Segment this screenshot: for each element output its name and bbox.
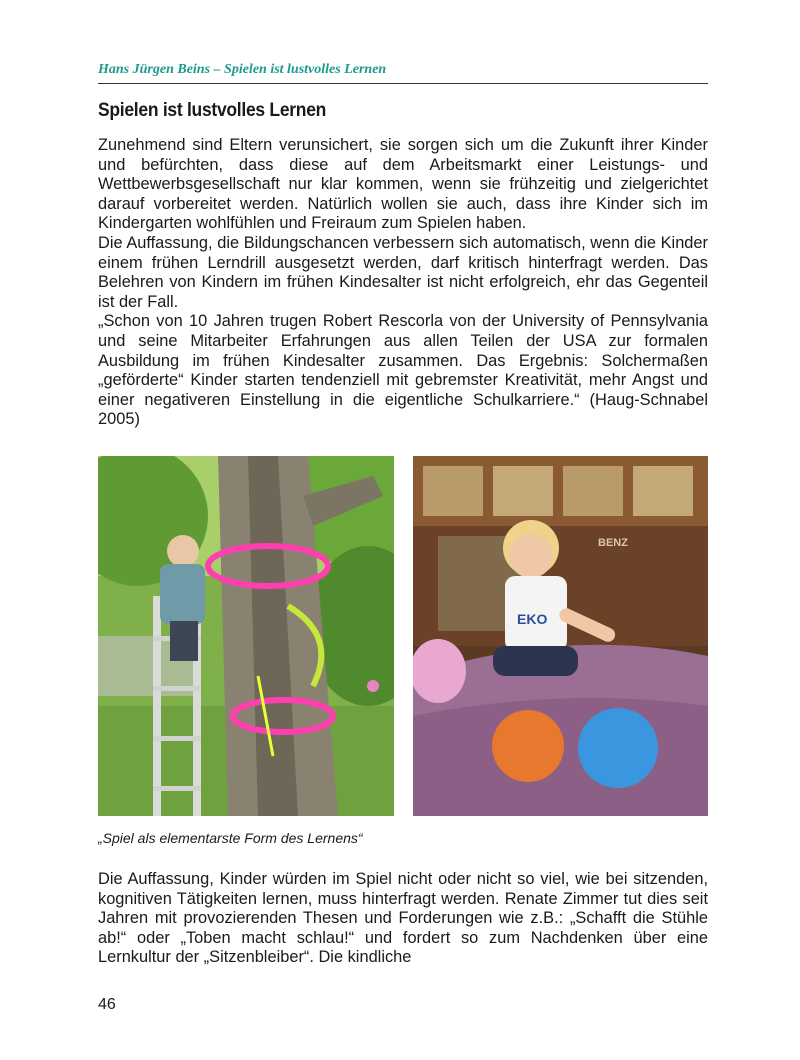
paragraph-4: Die Auffassung, Kinder würden im Spiel nicht oder nicht so viel, wie bei sitzenden, kognitiven Tätigkeiten lernen, muss hinterfragt werden. Renate Zimmer tut dies seit Jahren mit provozierenden Thesen und Forderungen wie z.B.: „Schafft die Stühle ab!“ oder „Toben macht schlau!“ und fordert so zum Nachdenken über eine Lernkultur der „Sitzenbleiber“. Die kindliche	[98, 870, 708, 967]
photo-child-ladder-tree	[98, 456, 394, 816]
paragraph-1: Zunehmend sind Eltern verunsichert, sie sorgen sich um die Zukunft ihrer Kinder und befürchten, dass diese auf dem Arbeitsmarkt einer Leistungs- und Wettbewerbsgesellschaft nur klar kommen, wenn sie frühzeitig und zielgerichtet darauf vorbereitet werden. Natürlich wollen sie auch, dass ihre Kinder sich im Kindergarten wohlfühlen und Freiraum zum Spielen haben.	[98, 136, 708, 233]
photo-child-balloons	[413, 456, 708, 816]
after-figure-text	[98, 870, 708, 968]
intro-text	[98, 136, 708, 430]
paragraph-3: „Schon von 10 Jahren trugen Robert Rescorla von der University of Pennsylvania und seine Mitarbeiter Erfahrungen aus allen Teilen der USA zur formalen Ausbildung im frühen Kindesalter zusammen. Das Ergebnis: Solchermaßen „geförderte“ Kinder starten tendenziell mit gebremster Kreativität, mehr Angst und einer negativeren Einstellung in die eigentliche Schulkarriere.“ (Haug-Schnabel 2005)	[98, 312, 708, 429]
page-number: 46	[98, 996, 116, 1013]
photo-child-balloons-image	[413, 456, 708, 816]
section-title: Spielen ist lustvolles Lernen	[98, 100, 327, 121]
running-head: Hans Jürgen Beins – Spielen ist lustvolles Lernen	[98, 62, 708, 84]
sign-text: BENZ	[598, 537, 628, 549]
paragraph-2: Die Auffassung, die Bildungschancen verbessern sich automatisch, wenn die Kinder einem frühen Lerndrill ausgesetzt werden, darf kritisch hinterfragt werden. Das Belehren von Kindern im frühen Kindesalter ist nicht erfolgreich, ehr das Gegenteil ist der Fall.	[98, 233, 708, 311]
photo-child-ladder-tree-image	[98, 456, 394, 816]
figure-caption: „Spiel als elementarste Form des Lernens“	[98, 830, 363, 846]
shirt-text: EKO	[517, 611, 548, 627]
